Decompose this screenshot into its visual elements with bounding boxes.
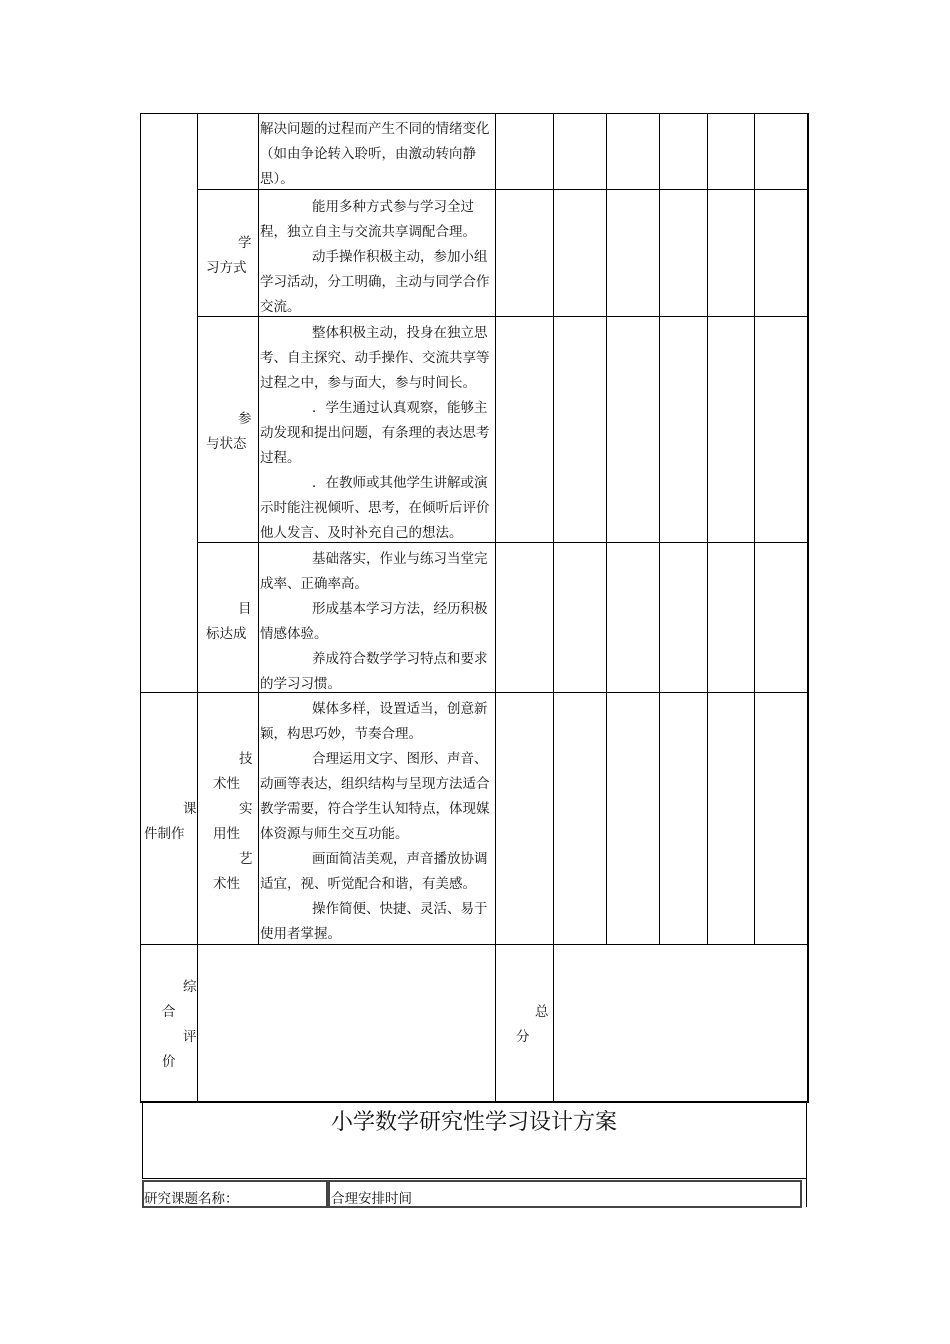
- subitem-label: 用性: [213, 826, 240, 842]
- table-line: [606, 113, 607, 944]
- subitem-label: 艺: [239, 851, 253, 867]
- table-line: [258, 113, 259, 944]
- criteria-text: 媒体多样，设置适当，创意新颖，构思巧妙，节奏合理。: [260, 701, 488, 742]
- summary-label: 评: [183, 1029, 197, 1045]
- criteria-cell: [260, 547, 495, 697]
- table-line: [754, 113, 755, 944]
- table-line: [495, 113, 496, 1103]
- criteria-text: 基础落实，作业与练习当堂完成率、正确率高。: [260, 551, 488, 592]
- table-line: [807, 113, 809, 1103]
- criteria-text: 画面简洁美观，声音播放协调适宜，视、听觉配合和谐，有美感。: [260, 851, 488, 892]
- subitem-label: 标达成: [206, 626, 247, 642]
- category-label: 课: [183, 801, 197, 817]
- table-line: [140, 113, 141, 1103]
- subitem-label: 术性: [213, 776, 240, 792]
- subitem-label: 参: [238, 411, 252, 427]
- plan-title: 小学数学研究性学习设计方案: [330, 1110, 617, 1135]
- criteria-text: 解决问题的过程而产生不同的情绪变化（如由争论转入聆听，由激动转向静思）。: [260, 121, 490, 187]
- subitem-label: 习方式: [206, 260, 247, 276]
- evaluation-table: [140, 113, 808, 1103]
- subitem-label: 术性: [213, 876, 240, 892]
- criteria-cell: [260, 697, 495, 947]
- total-label: 总: [535, 1004, 549, 1020]
- criteria-text: 操作简便、快捷、灵活、易于使用者掌握。: [260, 901, 488, 942]
- criteria-text: 形成基本学习方法，经历积极情感体验。: [260, 601, 488, 642]
- table-line: [707, 113, 708, 944]
- criteria-text: 整体积极主动，投身在独立思考、自主探究、动手操作、交流共享等过程之中，参与面大，参与时间长。: [260, 325, 490, 391]
- criteria-text: ．学生通过认真观察，能够主动发现和提出问题，有条理的表达思考过程。: [260, 400, 490, 466]
- criteria-cell: [260, 195, 495, 320]
- criteria-text: 能用多种方式参与学习全过程，独立自主与交流共享调配合理。: [260, 199, 476, 240]
- total-label: 分: [516, 1029, 530, 1045]
- table-line: [553, 113, 554, 1103]
- criteria-text: 合理运用文字、图形、声音、动画等表达，组织结构与呈现方法适合教学需要，符合学生认知特点，体现媒体资源与师生交互功能。: [260, 751, 490, 842]
- summary-label: 价: [162, 1054, 176, 1070]
- criteria-text: 动手操作积极主动，参加小组学习活动，分工明确，主动与同学合作交流。: [260, 249, 490, 315]
- summary-label: 综: [183, 979, 197, 995]
- topic-row: [142, 1180, 802, 1208]
- criteria-text: 养成符合数学学习特点和要求的学习习惯。: [260, 651, 488, 692]
- criteria-cell: [260, 321, 495, 546]
- topic-label: 研究课题名称：: [144, 1191, 239, 1207]
- subitem-label: 与状态: [206, 436, 247, 452]
- criteria-text: ．在教师或其他学生讲解或演示时能注视倾听、思考，在倾听后评价他人发言、及时补充自己的想法。: [260, 475, 490, 541]
- table-line: [140, 1101, 808, 1103]
- summary-label: 合: [162, 1004, 176, 1020]
- category-label: 件制作: [144, 826, 185, 842]
- table-line: [142, 1178, 806, 1179]
- criteria-cell: [260, 117, 495, 192]
- subitem-label: 技: [239, 751, 253, 767]
- subitem-label: 目: [238, 601, 252, 617]
- table-line: [197, 113, 198, 1103]
- topic-value: 合理安排时间: [331, 1191, 412, 1207]
- table-line: [659, 113, 660, 944]
- subitem-label: 实: [239, 801, 253, 817]
- subitem-label: 学: [238, 235, 252, 251]
